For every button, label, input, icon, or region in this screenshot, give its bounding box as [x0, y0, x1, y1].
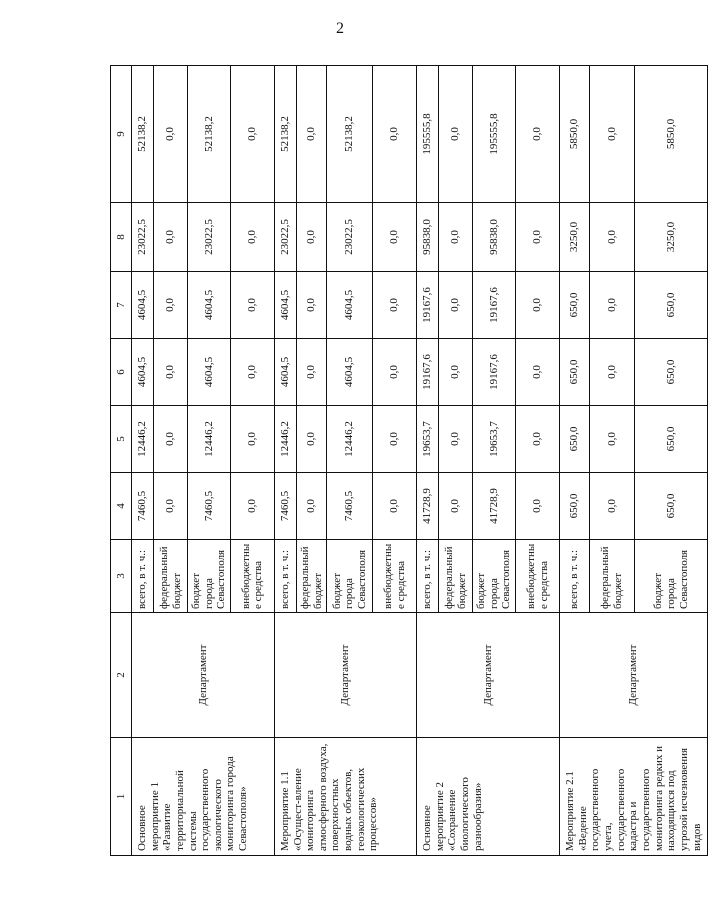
value-cell: 650,0: [560, 473, 590, 540]
header-cell: 2: [111, 613, 132, 738]
value-cell: 0,0: [373, 339, 417, 406]
value-cell: 0,0: [439, 66, 473, 203]
value-cell: 0,0: [154, 339, 188, 406]
measure-name-cell: Основное мероприятие 2 «Сохранение биологического разнообразия»: [417, 738, 560, 856]
funding-source-cell: бюджет города Севастополя: [473, 540, 516, 613]
value-cell: 7460,5: [274, 473, 296, 540]
header-cell: 9: [111, 66, 132, 203]
value-cell: 4604,5: [327, 339, 373, 406]
value-cell: 4604,5: [274, 339, 296, 406]
header-cell: 5: [111, 406, 132, 473]
value-cell: 12446,2: [188, 406, 231, 473]
value-cell: 7460,5: [327, 473, 373, 540]
value-cell: 0,0: [296, 272, 326, 339]
value-cell: 0,0: [296, 66, 326, 203]
value-cell: 19653,7: [473, 406, 516, 473]
header-cell: 1: [111, 738, 132, 856]
value-cell: 0,0: [589, 66, 635, 203]
value-cell: 0,0: [230, 406, 274, 473]
value-cell: 650,0: [635, 473, 708, 540]
value-cell: 0,0: [589, 272, 635, 339]
value-cell: 195555,8: [473, 66, 516, 203]
value-cell: 0,0: [154, 66, 188, 203]
funding-source-cell: бюджет города Севастополя: [635, 540, 708, 613]
value-cell: 0,0: [439, 473, 473, 540]
value-cell: 19167,6: [473, 272, 516, 339]
value-cell: 3250,0: [635, 203, 708, 272]
value-cell: 0,0: [373, 406, 417, 473]
header-cell: 3: [111, 540, 132, 613]
value-cell: 12446,2: [132, 406, 154, 473]
value-cell: 0,0: [516, 406, 560, 473]
value-cell: 650,0: [635, 272, 708, 339]
value-cell: 5850,0: [635, 66, 708, 203]
value-cell: 650,0: [635, 339, 708, 406]
value-cell: 0,0: [373, 272, 417, 339]
value-cell: 19167,6: [417, 339, 439, 406]
value-cell: 0,0: [373, 66, 417, 203]
value-cell: 0,0: [516, 473, 560, 540]
header-row: [111, 66, 132, 856]
value-cell: 0,0: [373, 473, 417, 540]
funding-source-cell: внебюджетные средства: [516, 540, 560, 613]
executor-cell: Департамент: [560, 613, 708, 738]
value-cell: 7460,5: [132, 473, 154, 540]
value-cell: 3250,0: [560, 203, 590, 272]
measure-name-cell: Основное мероприятие 1 «Развитие территориальной системы государственного экологического мониторинга города Севастополя»: [132, 738, 275, 856]
value-cell: 0,0: [589, 203, 635, 272]
value-cell: 95838,0: [473, 203, 516, 272]
value-cell: 23022,5: [188, 203, 231, 272]
value-cell: 650,0: [560, 272, 590, 339]
value-cell: 0,0: [296, 406, 326, 473]
funding-source-cell: внебюджетные средства: [230, 540, 274, 613]
value-cell: 19167,6: [417, 272, 439, 339]
value-cell: 0,0: [296, 203, 326, 272]
value-cell: 4604,5: [327, 272, 373, 339]
value-cell: 0,0: [516, 339, 560, 406]
value-cell: 41728,9: [417, 473, 439, 540]
value-cell: 41728,9: [473, 473, 516, 540]
header-cell: 4: [111, 473, 132, 540]
header-cell: 6: [111, 339, 132, 406]
value-cell: 0,0: [154, 203, 188, 272]
funding-source-cell: федеральный бюджет: [154, 540, 188, 613]
table-row: [417, 66, 439, 856]
value-cell: 12446,2: [274, 406, 296, 473]
funding-source-cell: внебюджетные средства: [373, 540, 417, 613]
value-cell: 4604,5: [132, 339, 154, 406]
header-cell: 8: [111, 203, 132, 272]
value-cell: 5850,0: [560, 66, 590, 203]
value-cell: 23022,5: [274, 203, 296, 272]
funding-source-cell: федеральный бюджет: [589, 540, 635, 613]
value-cell: 0,0: [296, 339, 326, 406]
value-cell: 0,0: [589, 473, 635, 540]
value-cell: 4604,5: [132, 272, 154, 339]
table-row: [274, 66, 296, 856]
value-cell: 19653,7: [417, 406, 439, 473]
value-cell: 4604,5: [188, 339, 231, 406]
value-cell: 0,0: [589, 339, 635, 406]
funding-source-cell: всего, в т. ч.:: [274, 540, 296, 613]
table-row: [560, 66, 590, 856]
value-cell: 0,0: [516, 66, 560, 203]
value-cell: 52138,2: [132, 66, 154, 203]
value-cell: 4604,5: [274, 272, 296, 339]
header-cell: 7: [111, 272, 132, 339]
value-cell: 0,0: [439, 339, 473, 406]
value-cell: 0,0: [230, 272, 274, 339]
page-number: 2: [336, 20, 344, 37]
value-cell: 4604,5: [188, 272, 231, 339]
funding-source-cell: всего, в т. ч.:: [417, 540, 439, 613]
value-cell: 95838,0: [417, 203, 439, 272]
value-cell: 12446,2: [327, 406, 373, 473]
value-cell: 0,0: [296, 473, 326, 540]
value-cell: 7460,5: [188, 473, 231, 540]
value-cell: 0,0: [439, 406, 473, 473]
value-cell: 0,0: [154, 272, 188, 339]
executor-cell: Департамент: [417, 613, 560, 738]
value-cell: 0,0: [589, 406, 635, 473]
measure-name-cell: Мероприятие 1.1 «Осущест-вление мониторинга атмосферного воздуха, поверхностных водных объектов, геоэкологических процессов»: [274, 738, 416, 856]
measure-name-cell: Мероприятие 2.1 «Ведение государственного учета, государственного кадастра и государственного мониторинга редких и находящихся под угрозой исчезновения видов: [560, 738, 708, 856]
funding-source-cell: бюджет города Севастополя: [188, 540, 231, 613]
value-cell: 0,0: [516, 272, 560, 339]
funding-source-cell: федеральный бюджет: [296, 540, 326, 613]
value-cell: 0,0: [373, 203, 417, 272]
executor-cell: Департамент: [132, 613, 275, 738]
value-cell: 23022,5: [132, 203, 154, 272]
value-cell: 650,0: [635, 406, 708, 473]
value-cell: 0,0: [439, 272, 473, 339]
value-cell: 0,0: [439, 203, 473, 272]
value-cell: 52138,2: [274, 66, 296, 203]
funding-source-cell: всего, в т. ч.:: [560, 540, 590, 613]
value-cell: 195555,8: [417, 66, 439, 203]
value-cell: 0,0: [230, 203, 274, 272]
funding-source-cell: федеральный бюджет: [439, 540, 473, 613]
funding-source-cell: всего, в т. ч.:: [132, 540, 154, 613]
funding-source-cell: бюджет города Севастополя: [327, 540, 373, 613]
value-cell: 650,0: [560, 406, 590, 473]
rotated-table-container: [110, 66, 703, 856]
value-cell: 650,0: [560, 339, 590, 406]
value-cell: 0,0: [154, 406, 188, 473]
value-cell: 0,0: [154, 473, 188, 540]
value-cell: 0,0: [230, 66, 274, 203]
value-cell: 0,0: [230, 339, 274, 406]
value-cell: 52138,2: [188, 66, 231, 203]
value-cell: 19167,6: [473, 339, 516, 406]
value-cell: 0,0: [516, 203, 560, 272]
value-cell: 23022,5: [327, 203, 373, 272]
executor-cell: Департамент: [274, 613, 416, 738]
value-cell: 0,0: [230, 473, 274, 540]
financing-table: [110, 65, 708, 856]
table-row: [132, 66, 154, 856]
value-cell: 52138,2: [327, 66, 373, 203]
